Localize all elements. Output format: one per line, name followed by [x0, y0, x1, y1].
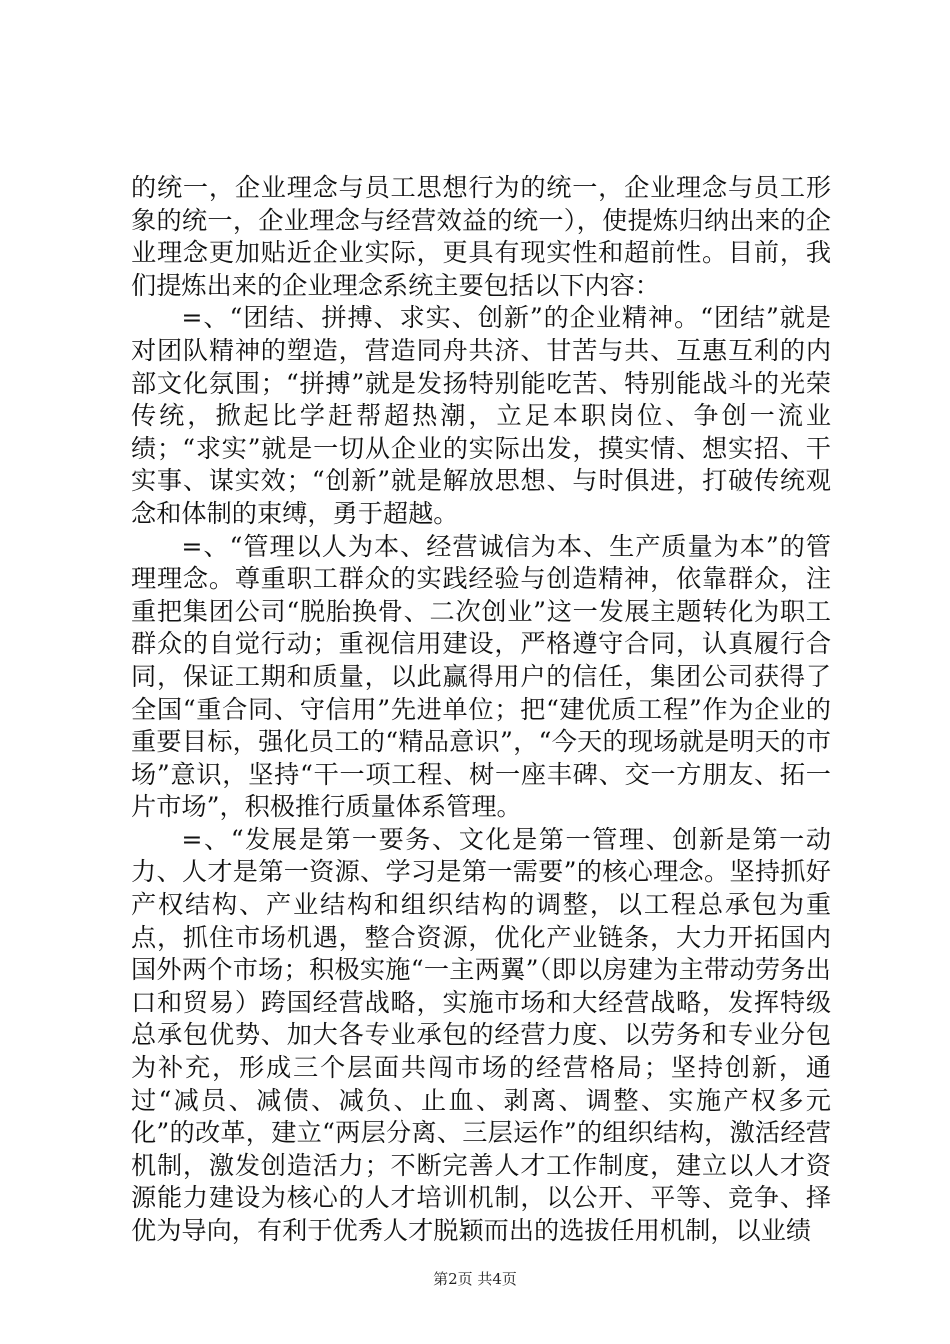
- paragraph-core-philosophy: =、“发展是第一要务、文化是第一管理、创新是第一动力、人才是第一资源、学习是第一需要”的核心理念。坚持抓好产权结构、产业结构和组织结构的调整，以工程总承包为重点，抓住市场机遇，整合资源，优化产业链条，大力开拓国内国外两个市场；积极实施“一主两翼”（即以房建为主带动劳务出口和贸易）跨国经营战略，实施市场和大经营战略，发挥特级总承包优势、加大各专业承包的经营力度、以劳务和专业分包为补充，形成三个层面共闯市场的经营格局；坚持创新，通过“减员、减债、减负、止血、剥离、调整、实施产权多元化”的改革，建立“两层分离、三层运作”的组织结构，激活经营机制，激发创造活力；不断完善人才工作制度，建立以人才资源能力建设为核心的人才培训机制，以公开、平等、竞争、择优为导向，有利于优秀人才脱颖而出的选拔任用机制，以业绩: [131, 824, 831, 1245]
- document-body: [131, 172, 831, 1248]
- page-number-footer: 第2页 共4页: [433, 1270, 517, 1288]
- paragraph-management-philosophy: =、“管理以人为本、经营诚信为本、生产质量为本”的管理理念。尊重职工群众的实践经验与创造精神，依靠群众，注重把集团公司“脱胎换骨、二次创业”这一发展主题转化为职工群众的自觉行动；重视信用建设，严格遵守合同，认真履行合同，保证工期和质量，以此赢得用户的信任，集团公司获得了全国“重合同、守信用”先进单位；把“建优质工程”作为企业的重要目标，强化员工的“精品意识”，“今天的现场就是明天的市场”意识，坚持“干一项工程、树一座丰碑、交一方朋友、拓一片市场”，积极推行质量体系管理。: [131, 531, 831, 822]
- paragraph-continuation: 的统一，企业理念与员工思想行为的统一，企业理念与员工形象的统一，企业理念与经营效益的统一），使提炼归纳出来的企业理念更加贴近企业实际，更具有现实性和超前性。目前，我们提炼出来的企业理念系统主要包括以下内容：: [131, 173, 831, 300]
- paragraph-enterprise-spirit: =、“团结、拼搏、求实、创新”的企业精神。“团结”就是对团队精神的塑造，营造同舟共济、甘苦与共、互惠互利的内部文化氛围；“拼搏”就是发扬特别能吃苦、特别能战斗的光荣传统，掀起比学赶帮超热潮，立足本职岗位、争创一流业绩；“求实”就是一切从企业的实际出发，摸实情、想实招、干实事、谋实效；“创新”就是解放思想、与时俱进，打破传统观念和体制的束缚，勇于超越。: [131, 303, 831, 528]
